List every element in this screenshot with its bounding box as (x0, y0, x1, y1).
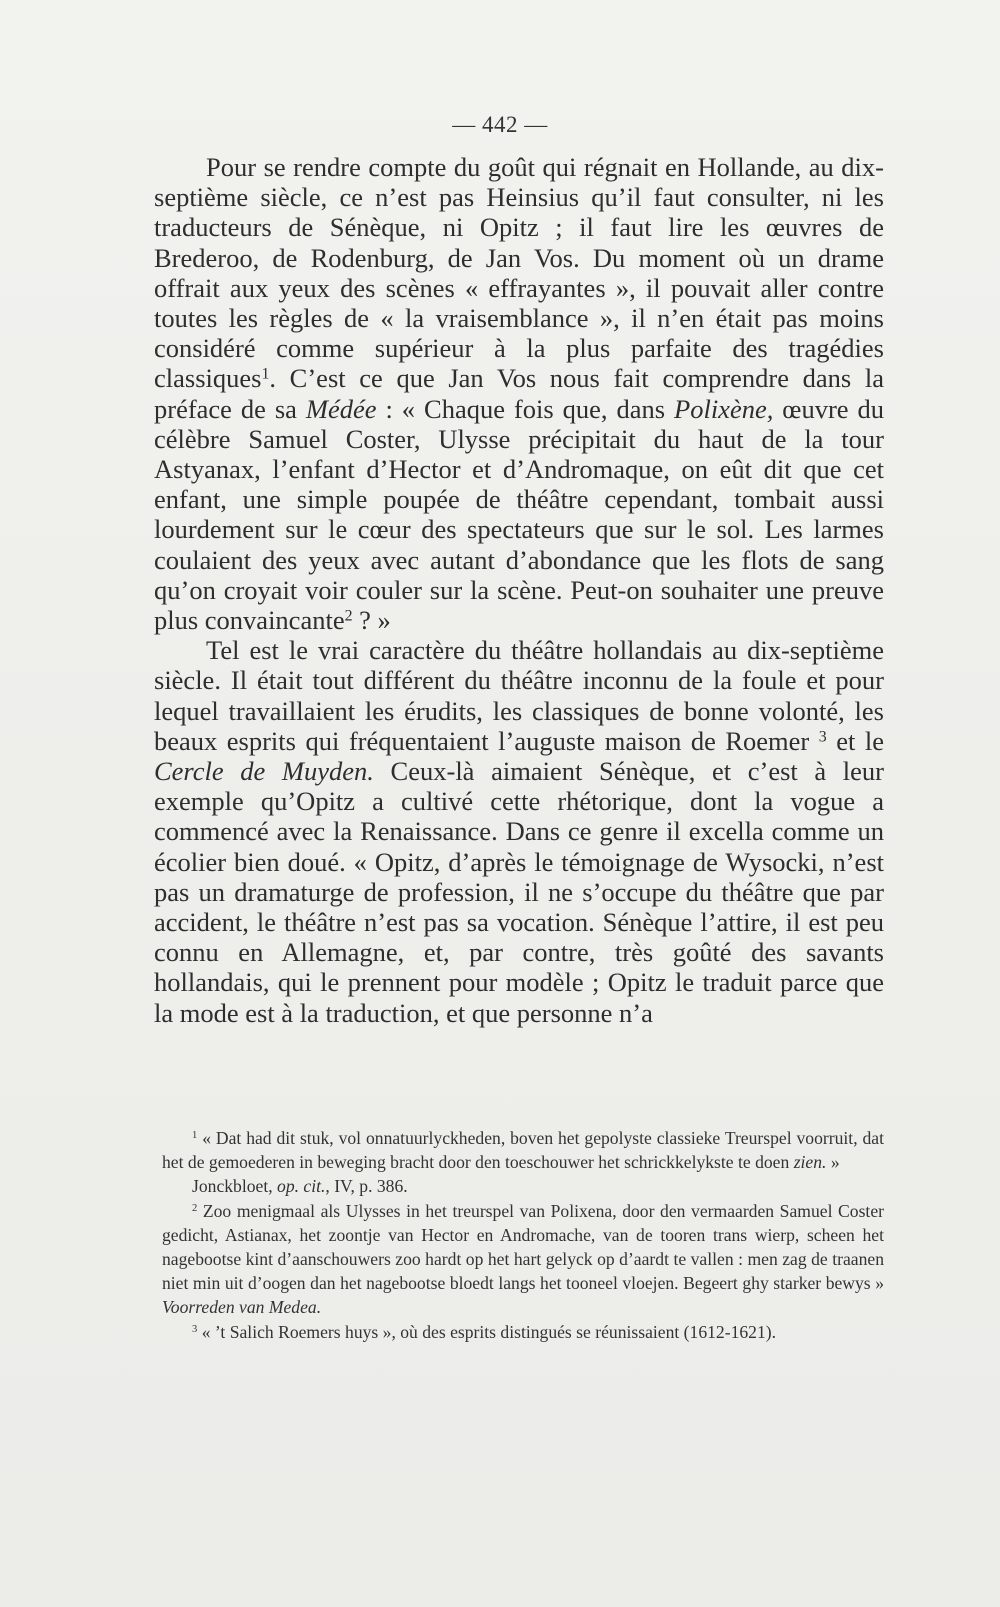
footnote-1-citation (162, 1174, 884, 1198)
footnote-1 (162, 1126, 884, 1174)
footnote-1-close: » (826, 1152, 840, 1173)
footnote-3 (162, 1320, 884, 1344)
paragraph-1 (154, 152, 884, 635)
title-medee: Médée (305, 393, 377, 424)
paragraph-2-text-a: Tel est le vrai caractère du théâtre hollandais au dix-septième siècle. Il était tout différent du théâtre inconnu de la foule et pour lequel travaillaient les érudits, les classiques de bonne volonté, les beaux esprits qui fréquentaient l’auguste maison de Roemer (154, 635, 884, 756)
footnote-ref-2: 2 (344, 607, 353, 625)
title-cercle-de-muyden: Cercle de Muyden. (154, 756, 374, 787)
paragraph-1-text-c: : « Chaque fois que, dans (376, 393, 675, 424)
footnotes (162, 1126, 884, 1344)
footnote-1-mark: 1 (192, 1130, 198, 1142)
footnote-2 (162, 1199, 884, 1320)
page-number: — 442 — (452, 112, 548, 137)
footnote-2-text: Zoo menigmaal als Ulysses in het treurspel van Polixena, door den vermaarden Samuel Coster gedicht, Astianax, het zoontje van Hector en Andromache, van de tooren trans wierp, scheen het nagebootse kint d’aanschouwers zoo hardt op het hart gelyck op d’aardt te vallen : men zag de traanen niet min uit d’oogen dan het nagebootse bloedt langs het tooneel vloejen. Begeert ghy starker bewys » (162, 1200, 884, 1294)
footnote-3-mark: 3 (192, 1323, 198, 1335)
footnote-3-text: « ’t Salich Roemers huys », où des esprits distingués se réunissaient (1612-1621). (201, 1321, 777, 1342)
title-polixene: Polixène, (674, 393, 774, 424)
footnote-1-cite-op: op. cit. (277, 1176, 326, 1197)
footnote-1-text: « Dat had dit stuk, vol onnatuurlyckheden, boven het gepolyste classieke Treurspel voorruit, dat het de gemoederen in beweging bracht door den toeschouwer het schrickkelykste te doen (162, 1128, 884, 1173)
footnote-1-zien: zien. (793, 1152, 827, 1173)
paragraph-1-text-d: œuvre du célèbre Samuel Coster, Ulysse précipitait du haut de la tour Astyanax, l’enfant d’Hector et d’Andromaque, on eût dit que cet enfant, une simple poupée de théâtre cependant, tombait aussi lourdement sur le cœur des spectateurs que sur le sol. Les larmes coulaient des yeux avec autant d’abondance que les flots de sang qu’on croyait voir couler sur la scène. Peut-on souhaiter une preuve plus convaincante (154, 393, 884, 636)
body-text (154, 152, 884, 1028)
footnote-ref-1: 1 (261, 365, 270, 383)
paragraph-2-text-c: Ceux-là aimaient Sénèque, et c’est à leur exemple qu’Opitz a cultivé cette rhétorique, dont la vogue a commencé avec la Renaissance. Dans ce genre il excella comme un écolier bien doué. « Opitz, d’après le témoignage de Wysocki, n’est pas un dramaturge de profession, il ne s’occupe du théâtre que par accident, le théâtre n’est pas sa vocation. Sénèque l’attire, il est peu connu en Allemagne, et, par contre, très goûté des savants hollandais, qui le prennent pour modèle ; Opitz le traduit parce que la mode est à la traduction, et que personne n’a (154, 756, 885, 1028)
footnote-2-mark: 2 (192, 1202, 198, 1214)
footnote-2-voorreden: Voorreden van Medea. (162, 1297, 322, 1318)
paragraph-1-text-e: ? » (352, 605, 391, 636)
paragraph-1-text-a: Pour se rendre compte du goût qui régnait en Hollande, au dix-septième siècle, ce n’est pas Heinsius qu’il faut consulter, ni les traducteurs de Sénèque, ni Opitz ; il faut lire les œuvres de Brederoo, de Rodenburg, de Jan Vos. Du moment où un drame offrait aux yeux des scènes « effrayantes », il pouvait aller contre toutes les règles de « la vraisemblance », il n’en était pas moins considéré comme supérieur à la plus parfaite des tragédies classiques (154, 152, 884, 394)
paragraph-2-text-b: et le (826, 725, 885, 756)
paragraph-1-text-b: . C’est ce que Jan Vos nous fait comprendre dans la préface de sa (154, 363, 884, 424)
paragraph-2 (154, 635, 884, 1028)
footnote-1-cite-page: , IV, p. 386. (325, 1176, 408, 1197)
footnote-1-cite-author: Jonckbloet, (192, 1176, 278, 1197)
footnote-ref-3: 3 (818, 728, 827, 746)
